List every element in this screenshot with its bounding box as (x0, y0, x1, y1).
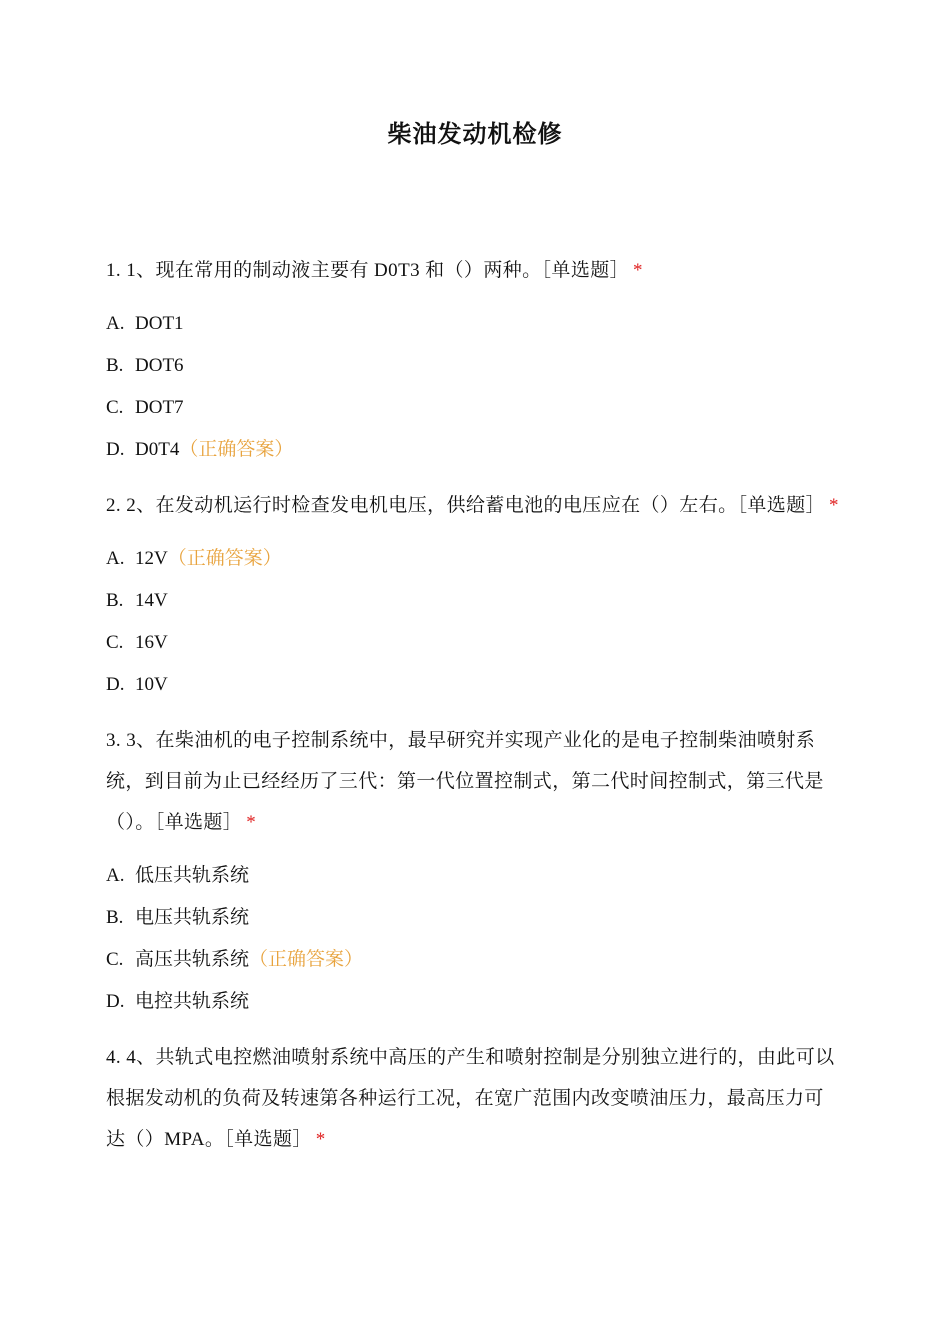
option-text: DOT6 (135, 355, 184, 376)
option-letter: B. (106, 355, 124, 376)
option-text: 12V (135, 548, 168, 569)
question-text (106, 250, 841, 291)
option-text: 10V (135, 674, 168, 695)
question-text (106, 1037, 841, 1160)
question-stem: 1. 1、现在常用的制动液主要有 D0T3 和（）两种。［单选题］ (106, 260, 630, 281)
question-block (106, 485, 841, 706)
option-list (106, 855, 841, 1023)
option-text: D0T4 (135, 439, 180, 460)
option-letter: D. (106, 439, 125, 460)
correct-answer-tag: （正确答案） (167, 548, 282, 569)
answer-option (106, 538, 841, 580)
answer-option (106, 580, 841, 622)
option-text: 低压共轨系统 (135, 865, 250, 886)
option-letter: D. (106, 991, 125, 1012)
answer-option (106, 303, 841, 345)
question-stem: 4. 4、共轨式电控燃油喷射系统中高压的产生和喷射控制是分别独立进行的，由此可以根据发动机的负荷及转速第各种运行工况，在宽广范围内改变喷油压力，最高压力可达（）MPA。［单选题］ (106, 1047, 835, 1150)
option-letter: A. (106, 865, 125, 886)
question-block (106, 250, 841, 471)
answer-option (106, 855, 841, 897)
required-asterisk: * (829, 495, 839, 516)
option-letter: B. (106, 907, 124, 928)
question-block (106, 1037, 841, 1160)
required-asterisk: * (246, 812, 257, 833)
option-text: 14V (135, 590, 168, 611)
required-asterisk: * (633, 260, 643, 281)
option-text: 电压共轨系统 (135, 907, 250, 928)
question-list (106, 250, 841, 1172)
answer-option (106, 387, 841, 429)
correct-answer-tag: （正确答案） (179, 439, 294, 460)
answer-option (106, 622, 841, 664)
option-text: DOT7 (135, 397, 184, 418)
option-letter: C. (106, 397, 124, 418)
question-block (106, 720, 841, 1023)
question-stem: 3. 3、在柴油机的电子控制系统中，最早研究并实现产业化的是电子控制柴油喷射系统，到目前为止已经经历了三代：第一代位置控制式，第二代时间控制式，第三代是（）。［单选题］ (106, 730, 824, 833)
option-text: 16V (135, 632, 168, 653)
question-stem: 2. 2、在发动机运行时检查发电机电压，供给蓄电池的电压应在（）左右。［单选题］ (106, 495, 826, 516)
option-list (106, 303, 841, 471)
option-letter: A. (106, 548, 125, 569)
answer-option (106, 981, 841, 1023)
option-text: 电控共轨系统 (135, 991, 250, 1012)
correct-answer-tag: （正确答案） (249, 949, 364, 970)
option-letter: A. (106, 313, 125, 334)
page-title: 柴油发动机检修 (387, 120, 563, 148)
option-letter: C. (106, 949, 124, 970)
required-asterisk: * (315, 1129, 326, 1150)
option-text: 高压共轨系统 (135, 949, 250, 970)
answer-option (106, 897, 841, 939)
option-letter: B. (106, 590, 124, 611)
question-text (106, 720, 841, 843)
answer-option (106, 429, 841, 471)
answer-option (106, 345, 841, 387)
option-letter: C. (106, 632, 124, 653)
option-list (106, 538, 841, 706)
option-letter: D. (106, 674, 125, 695)
option-text: DOT1 (135, 313, 184, 334)
answer-option (106, 664, 841, 706)
answer-option (106, 939, 841, 981)
question-text (106, 485, 841, 526)
